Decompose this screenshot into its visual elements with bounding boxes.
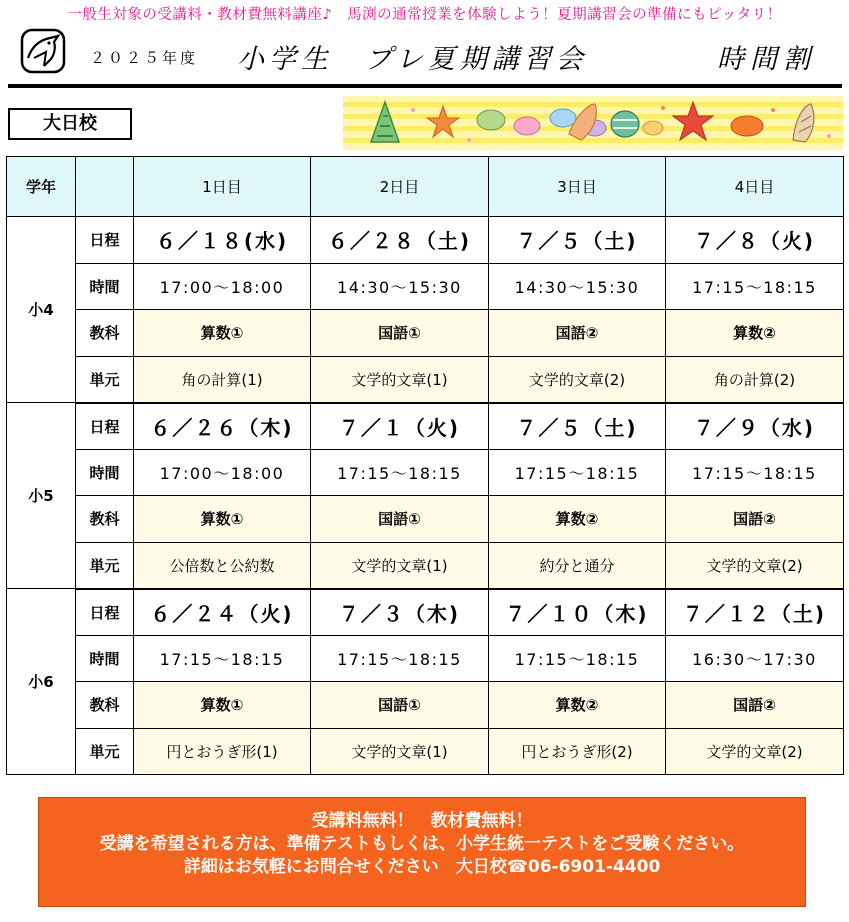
subject-cell: 国語① (311, 496, 489, 543)
date-cell: ６／２６（木) (134, 403, 311, 450)
header-day-1: 1日目 (134, 157, 311, 217)
subject-cell: 国語② (666, 682, 844, 729)
row-label: 教科 (76, 496, 134, 543)
header-day-2: 2日目 (311, 157, 489, 217)
grade-cell (7, 217, 76, 403)
subject-cell: 算数② (489, 496, 666, 543)
unit-cell: 公倍数と公約数 (134, 542, 311, 589)
row-label: 時間 (76, 263, 134, 310)
row-label: 日程 (76, 589, 134, 636)
seashell-decoration-icon (343, 96, 843, 150)
table-row (7, 310, 844, 357)
time-cell: 17:00～18:00 (134, 449, 311, 496)
row-label: 時間 (76, 449, 134, 496)
table-row (7, 728, 844, 775)
subject-cell: 算数② (666, 310, 844, 357)
time-cell: 16:30～17:30 (666, 635, 844, 682)
grade-label: 小5 (28, 487, 54, 505)
row-label: 日程 (76, 403, 134, 450)
time-cell: 14:30～15:30 (489, 263, 666, 310)
subject-cell: 国語① (311, 310, 489, 357)
time-cell: 17:15～18:15 (311, 449, 489, 496)
info-line-free: 受講料無料！ 教材費無料！ (311, 811, 533, 831)
school-name-box: 大日校 (8, 108, 132, 140)
grade-label: 小4 (28, 301, 54, 319)
time-cell: 17:15～18:15 (666, 263, 844, 310)
row-label: 単元 (76, 728, 134, 775)
table-row (7, 356, 844, 403)
unit-cell: 円とおうぎ形(2) (489, 728, 666, 775)
table-row (7, 263, 844, 310)
subject-cell: 算数① (134, 310, 311, 357)
page-subtitle: 時間割 (717, 44, 816, 75)
date-cell: ７／１２（土) (666, 589, 844, 636)
date-cell: ７／１０（木) (489, 589, 666, 636)
table-row (7, 449, 844, 496)
unit-cell: 角の計算(2) (666, 356, 844, 403)
title-divider (8, 84, 842, 88)
table-row (7, 682, 844, 729)
date-cell: ６／２８（土) (311, 217, 489, 264)
row-label: 時間 (76, 635, 134, 682)
unit-cell: 約分と通分 (489, 542, 666, 589)
date-cell: ７／５（土) (489, 403, 666, 450)
time-cell: 14:30～15:30 (311, 263, 489, 310)
date-cell: ７／８（火) (666, 217, 844, 264)
table-row (7, 542, 844, 589)
grade-cell (7, 403, 76, 589)
table-row (7, 635, 844, 682)
schedule-table (6, 156, 844, 775)
year-label: ２０２５年度 (90, 49, 199, 67)
table-row (7, 589, 844, 636)
info-line-apply: 受講を希望される方は、準備テストもしくは、小学生統一テストをご受験ください。 (99, 834, 745, 854)
date-cell: ７／１（火) (311, 403, 489, 450)
time-cell: 17:15～18:15 (489, 635, 666, 682)
unit-cell: 文学的文章(2) (666, 728, 844, 775)
info-box (38, 797, 806, 907)
subject-cell: 国語② (489, 310, 666, 357)
time-cell: 17:15～18:15 (311, 635, 489, 682)
row-label: 単元 (76, 356, 134, 403)
table-row (7, 496, 844, 543)
unit-cell: 文学的文章(1) (311, 542, 489, 589)
subject-cell: 国語② (666, 496, 844, 543)
subject-cell: 算数① (134, 682, 311, 729)
date-cell: ７／９（水) (666, 403, 844, 450)
date-cell: ６／１８(水) (134, 217, 311, 264)
unit-cell: 角の計算(1) (134, 356, 311, 403)
time-cell: 17:00～18:00 (134, 263, 311, 310)
date-cell: ７／３（木) (311, 589, 489, 636)
unit-cell: 文学的文章(2) (666, 542, 844, 589)
table-row (7, 217, 844, 264)
unit-cell: 文学的文章(2) (489, 356, 666, 403)
title-row (0, 34, 849, 78)
header-grade: 学年 (7, 157, 76, 217)
subject-cell: 国語① (311, 682, 489, 729)
time-cell: 17:15～18:15 (489, 449, 666, 496)
page-title: 小学生 プレ夏期講習会 (237, 44, 588, 75)
grade-cell (7, 589, 76, 775)
grade-label: 小6 (28, 673, 54, 691)
time-cell: 17:15～18:15 (666, 449, 844, 496)
row-label: 単元 (76, 542, 134, 589)
unit-cell: 円とおうぎ形(1) (134, 728, 311, 775)
row-label: 教科 (76, 310, 134, 357)
info-line-contact: 詳細はお気軽にお問合せください 大日校☎06-6901-4400 (183, 857, 661, 877)
top-banner: 一般生対象の受講料・教材費無料講座♪ 馬渕の通常授業を体験しよう！夏期講習会の準備にもピッタリ！ (67, 7, 782, 23)
header-day-3: 3日目 (489, 157, 666, 217)
unit-cell: 文学的文章(1) (311, 356, 489, 403)
date-cell: ６／２４（火) (134, 589, 311, 636)
header-row (7, 157, 844, 217)
row-label: 教科 (76, 682, 134, 729)
subject-cell: 算数① (134, 496, 311, 543)
time-cell: 17:15～18:15 (134, 635, 311, 682)
unit-cell: 文学的文章(1) (311, 728, 489, 775)
table-row (7, 403, 844, 450)
subject-cell: 算数② (489, 682, 666, 729)
header-day-4: 4日目 (666, 157, 844, 217)
header-blank (76, 157, 134, 217)
date-cell: ７／５（土) (489, 217, 666, 264)
row-label: 日程 (76, 217, 134, 264)
